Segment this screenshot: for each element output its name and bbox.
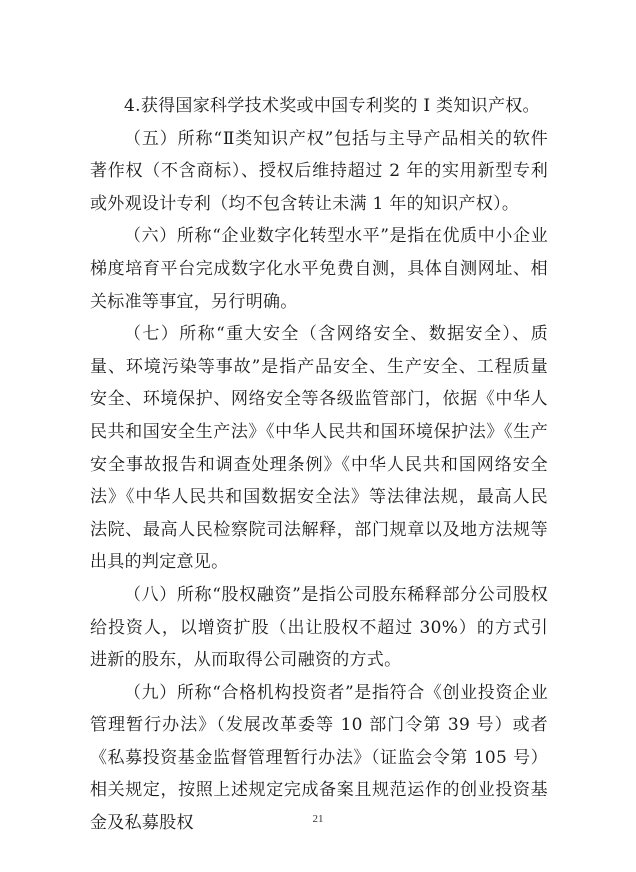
- paragraph-definition-7: （七）所称“重大安全（含网络安全、数据安全）、质量、环境污染等事故”是指产品安全、生产安全、工程质量安全、环境保护、网络安全等各级监管部门，依据《中华人民共和国安全生产法》《中华人民共和国环境保护法》《生产安全事故报告和调查处理条例》《中华人民共和国网络安全法》《中华人民共和国数据安全法》等法律法规，最高人民法院、最高人民检察院司法解释，部门规章以及地方法规等出具的判定意见。: [90, 324, 548, 573]
- body-text: [90, 90, 548, 840]
- paragraph-definition-8: （八）所称“股权融资”是指公司股东稀释部分公司股权给投资人，以增资扩股（出让股权不超过 30%）的方式引进新的股东，从而取得公司融资的方式。: [90, 584, 548, 671]
- paragraph-definition-5: （五）所称“Ⅱ类知识产权”包括与主导产品相关的软件著作权（不含商标）、授权后维持超过 2 年的实用新型专利或外观设计专利（均不包含转让未满 1 年的知识产权）。: [90, 128, 548, 214]
- paragraph-definition-9: （九）所称“合格机构投资者”是指符合《创业投资企业管理暂行办法》（发展改革委等 10 部门令第 39 号）或者《私募投资基金监督管理暂行办法》（证监会令第 105 号）相关规定，按照上述规定完成备案且规范运作的创业投资基金及私募股权: [90, 682, 548, 834]
- paragraph-definition-6: （六）所称“企业数字化转型水平”是指在优质中小企业梯度培育平台完成数字化水平免费自测，具体自测网址、相关标准等事宜，另行明确。: [90, 226, 548, 312]
- page-number: 21: [312, 813, 324, 825]
- paragraph-item-4: 4.获得国家科学技术奖或中国专利奖的 I 类知识产权。: [124, 96, 540, 116]
